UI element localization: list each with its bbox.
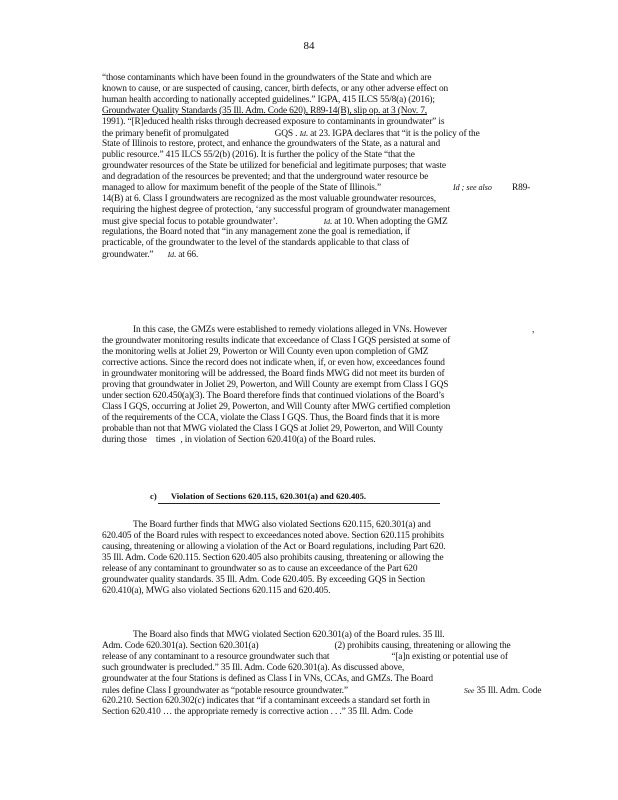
text-line [102,435,376,446]
text-line-underlined: Groundwater Quality Standards (35 Ill. Adm. Code 620), R89-14(B), slip op. at 3 (Nov. 7, [102,106,427,116]
citation-id: Id [299,129,306,138]
text-span: GQS [274,129,293,139]
text-span: must give special focus to potable groundwater’. [102,217,278,227]
text-line: groundwater resources of the State be utilized for beneficial and legitimate purposes; that waste [102,161,446,171]
text-line: 620.405 of the Board rules with respect to exceedances noted above. Section 620.115 prohibits [102,531,444,541]
text-line: release of any contaminant to groundwater so as to cause an exceedance of the Part 620 [102,564,418,574]
text-line: corrective actions. Since the record does not indicate when, if, or even how, exceedances found [102,358,445,368]
text-line: practicable, of the groundwater to the level of the standards applicable to that class of [102,238,410,248]
citation-see: See [463,686,475,695]
text-line: and degradation of the resources be prevented; and that the underground water resource be [102,172,429,182]
text-line: the groundwater monitoring results indicate that exceedance of Class I GQS persisted at some of [102,336,451,346]
text-line: groundwater quality standards. 35 Ill. Adm. Code 620.405. By exceeding GQS in Section [102,575,425,585]
section-title: Violation of Sections 620.115, 620.301(a) and 620.405. [170,491,367,501]
text-line [102,249,198,261]
text-line: Class I GQS, occurring at Joliet 29, Powerton, and Will County after MWG certified completion [102,402,451,412]
text-line: groundwater at the four Stations is defined as Class I in VNs, CCAs, and GMZs. The Board [102,674,433,684]
stray-mark: , [532,325,535,335]
text-line: In this case, the GMZs were established to remedy violations alleged in VNs. However [133,325,447,335]
text-line: State of Illinois to restore, protect, and enhance the groundwaters of the State, as a natural and [102,139,441,149]
text-span: groundwater.” [102,250,154,260]
text-line: such groundwater is precluded.” 35 Ill. Adm. Code 620.301(a). As discussed above, [102,663,405,673]
text-span: R89- [512,183,531,193]
text-line: 620.410(a), MWG also violated Sections 620.115 and 620.405. [102,586,331,596]
text-span: during those [102,435,147,445]
text-span: release of any contaminant to a resource groundwater such that [102,652,330,662]
text-line: 35 Ill. Adm. Code 620.115. Section 620.405 also prohibits causing, threatening or allowing the [102,553,444,563]
text-line: The Board further finds that MWG also violated Sections 620.115, 620.301(a) and [133,520,431,530]
text-span: times [155,435,176,445]
text-span: “[a]n existing or potential use of [391,652,508,662]
text-line: under section 620.450(a)(3). The Board therefore finds that continued violations of the Board’s [102,391,445,401]
text-line: the monitoring wells at Joliet 29, Powerton or Will County even upon completion of GMZ [102,347,429,357]
text-span: 35 Ill. Adm. Code [476,686,542,696]
text-span: . at 10. When adopting the GMZ [329,217,448,227]
text-span: Adm. Code 620.301(a). Section 620.301(a) [102,641,259,651]
text-span: . [295,129,298,139]
section-letter: c) [150,491,157,501]
citation-id: Id [167,250,174,259]
text-line: 1991). “[R]educed health risks through decreased exposure to contaminants in groundwater” is [102,117,445,127]
text-line: Section 620.410 … the appropriate remedy is corrective action . . .” 35 Ill. Adm. Code [102,707,413,717]
text-span: Id [453,183,460,192]
text-span: the primary benefit of promulgated [102,129,229,139]
text-line: proving that groundwater in Joliet 29, Powerton, and Will County are exempt from Class I GQS [102,380,449,390]
text-span: , in violation of Section 620.410(a) of the Board rules. [180,435,376,445]
page-number: 84 [303,40,315,52]
text-line: human health according to nationally accepted guidelines.” IGPA, 415 ILCS 55/8(a) (2016); [102,95,435,105]
text-line: regulations, the Board noted that “in any management zone the goal is remediation, if [102,227,411,237]
citation-id: Id [323,217,330,226]
text-span: ; see also [461,183,492,192]
section-underline [158,503,440,504]
text-line: 620.210. Section 620.302(c) indicates that “if a contaminant exceeds a standard set forth in [102,696,430,706]
text-line: probable than not that MWG violated the Class I GQS at Joliet 29, Powerton, and Will County [102,424,443,434]
text-line: causing, threatening or allowing a violation of the Act or Board regulations, including Part 620. [102,542,446,552]
text-line: 14(B) at 6. Class I groundwaters are recognized as the most valuable groundwater resources, [102,194,436,204]
text-line: managed to allow for maximum benefit of the people of the State of Illinois.” [102,183,381,193]
text-line [102,641,511,652]
text-line: “those contaminants which have been found in the groundwaters of the State and which are [102,73,432,83]
text-span: (2) prohibits causing, threatening or allowing the [334,641,511,651]
text-line: of the requirements of the CCA, violate the Class I GQS. Thus, the Board finds that it is more [102,413,440,423]
text-line: The Board also finds that MWG violated Section 620.301(a) of the Board rules. 35 Ill. [133,630,445,640]
text-line: in groundwater monitoring will be addressed, the Board finds MWG did not meet its burden of [102,369,445,379]
text-span: rules define Class I groundwater as “potable resource groundwater.” [102,686,348,696]
text-line: requiring the highest degree of protection, ‘any successful program of groundwater management [102,205,450,215]
section-heading [150,491,366,501]
text-line: public resource.” 415 ILCS 55/2(b) (2016). It is further the policy of the State “that the [102,150,415,160]
text-span: . at 66. [173,250,199,260]
text-line [102,652,508,663]
text-span: . at 23. IGPA declares that “it is the policy of the [305,129,480,139]
citation-id [453,183,492,192]
text-line: known to cause, or are suspected of causing, cancer, birth defects, or any other adverse effect on [102,84,449,94]
